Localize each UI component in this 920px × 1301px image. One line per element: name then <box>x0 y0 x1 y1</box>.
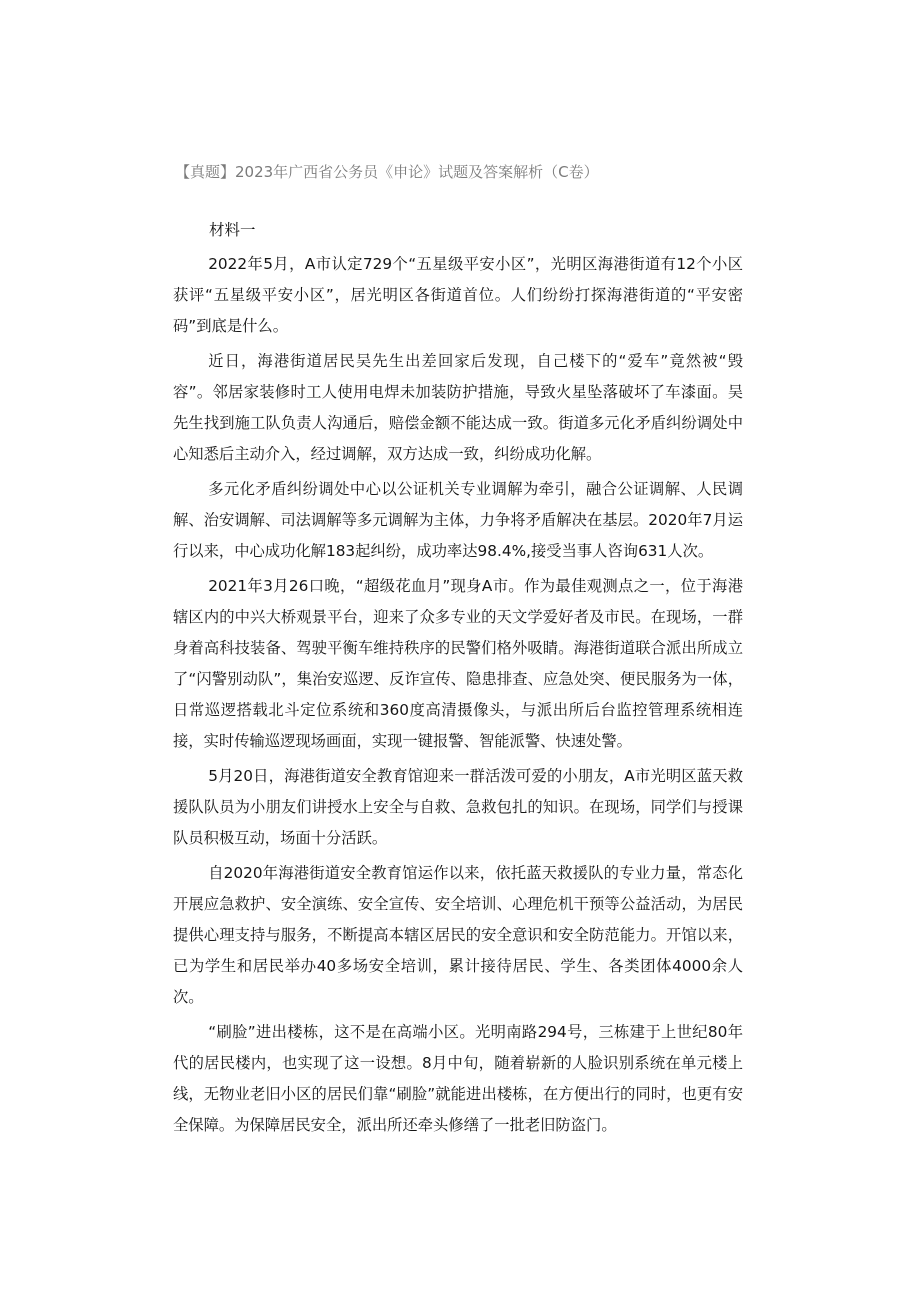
paragraph: 5月20日，海港街道安全教育馆迎来一群活泼可爱的小朋友，A市光明区蓝天救援队队员为小朋友们讲授水上安全与自救、急救包扎的知识。在现场，同学们与授课队员积极互动，场面十分活跃。 <box>173 767 743 847</box>
section-heading: 材料一 <box>209 221 256 239</box>
body-text <box>173 249 743 1145</box>
paragraph: 多元化矛盾纠纷调处中心以公证机关专业调解为牵引，融合公证调解、人民调解、治安调解、司法调解等多元调解为主体，力争将矛盾解决在基层。2020年7月运行以来，中心成功化解183起纠纷，成功率达98.4%,接受当事人咨询631人次。 <box>173 480 743 560</box>
paragraph: 2022年5月，A市认定729个“五星级平安小区”，光明区海港街道有12个小区获评“五星级平安小区”，居光明区各街道首位。人们纷纷打探海港街道的“平安密码”到底是什么。 <box>173 255 743 335</box>
paragraph: 自2020年海港街道安全教育馆运作以来，依托蓝天救援队的专业力量，常态化开展应急救护、安全演练、安全宣传、安全培训、心理危机干预等公益活动，为居民提供心理支持与服务，不断提高本辖区居民的安全意识和安全防范能力。开馆以来，已为学生和居民举办40多场安全培训，累计接待居民、学生、各类团体4000余人次。 <box>173 864 743 1006</box>
document-title: 【真题】2023年广西省公务员《申论》试题及答案解析（C卷） <box>175 163 599 181</box>
paragraph: 2021年3月26口晚，“超级花血月”现身A市。作为最佳观测点之一，位于海港辖区内的中兴大桥观景平台，迎来了众多专业的天文学爱好者及市民。在现场，一群身着高科技装备、驾驶平衡车维持秩序的民警们格外吸睛。海港街道联合派出所成立了“闪警别动队”，集治安巡逻、反诈宣传、隐患排查、应急处突、便民服务为一体，日常巡逻搭载北斗定位系统和360度高清摄像头，与派出所后台监控管理系统相连接，实时传输巡逻现场画面，实现一键报警、智能派警、快速处警。 <box>173 577 743 750</box>
paragraph: “刷脸”进出楼栋，这不是在高端小区。光明南路294号，三栋建于上世纪80年代的居民楼内，也实现了这一设想。8月中旬，随着崭新的人脸识别系统在单元楼上线，无物业老旧小区的居民们靠“刷脸”就能进出楼栋，在方便出行的同时，也更有安全保障。为保障居民安全，派出所还牵头修缮了一批老旧防盗门。 <box>173 1023 743 1134</box>
paragraph: 近日，海港街道居民吴先生出差回家后发现，自己楼下的“爱车”竟然被“毁容”。邻居家装修时工人使用电焊未加装防护措施，导致火星坠落破坏了车漆面。吴先生找到施工队负责人沟通后，赔偿金额不能达成一致。街道多元化矛盾纠纷调处中心知悉后主动介入，经过调解，双方达成一致，纠纷成功化解。 <box>173 352 743 463</box>
